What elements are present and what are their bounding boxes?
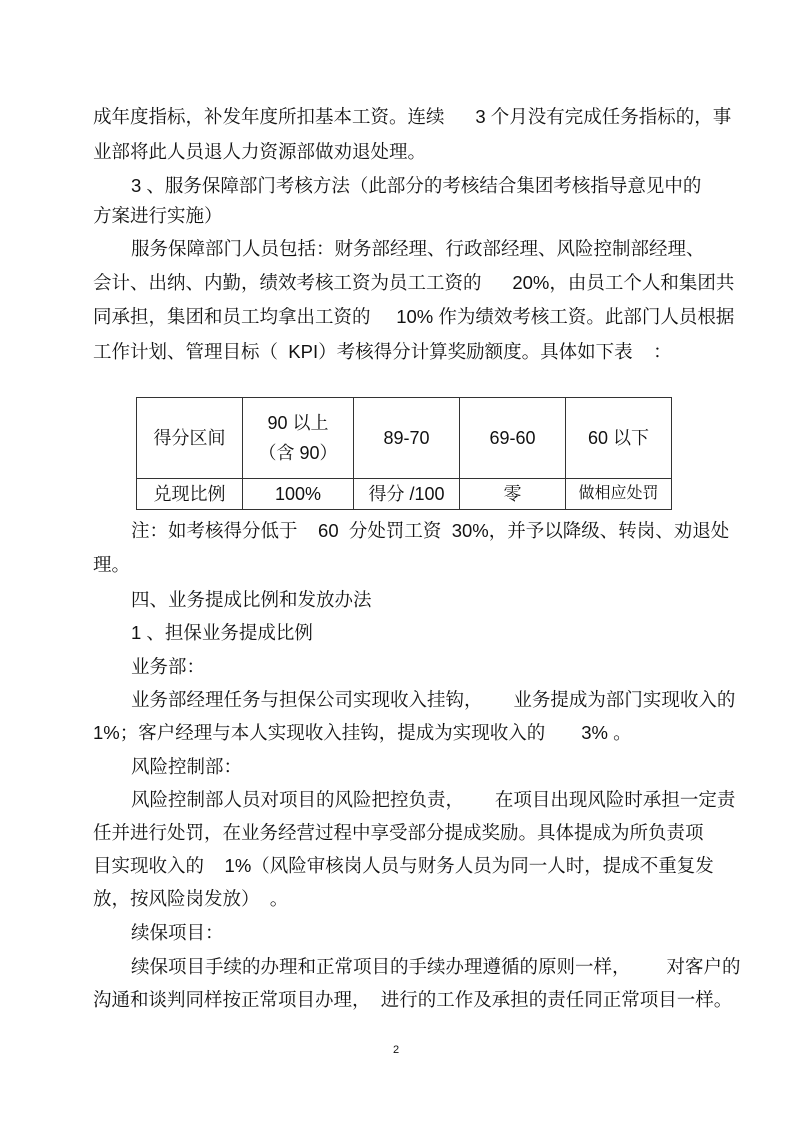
section-heading: 四、业务提成比例和发放办法 [131,589,372,610]
paragraph-line: 工作计划、管理目标（ KPI）考核得分计算奖励额度。具体如下表 ： [93,341,672,362]
paragraph-line: 方案进行实施） [93,205,223,226]
paragraph-line: 业部将此人员退人力资源部做劝退处理。 [93,141,427,162]
paragraph-line: 风险控制部人员对项目的风险把控负责， 在项目出现风险时承担一定责 [131,789,736,810]
paragraph-line: 业务部经理任务与担保公司实现收入挂钩， 业务提成为部门实现收入的 [131,689,736,710]
cell-text: （含 90） [258,443,338,463]
table-cell: 69-60 [460,398,566,479]
note-line: 注：如考核得分低于 60 分处罚工资 30%，并予以降级、转岗、劝退处 [131,520,730,541]
paragraph-line: 放，按风险岗发放） 。 [93,888,289,909]
paragraph-line: 风险控制部： [131,756,243,777]
table-cell: 零 [460,479,566,510]
table-cell: 得分 /100 [354,479,460,510]
table-row [137,398,672,479]
table-row [137,479,672,510]
paragraph-line: 成年度指标，补发年度所扣基本工资。连续 3 个月没有完成任务指标的，事 [93,106,732,127]
table-cell: 得分区间 [137,398,243,479]
paragraph-line: 1%；客户经理与本人实现收入挂钩，提成为实现收入的 3% 。 [93,722,632,743]
page-number: 2 [392,1044,400,1056]
table-cell: 60 以下 [566,398,672,479]
paragraph-line: 同承担，集团和员工均拿出工资的 10% 作为绩效考核工资。此部门人员根据 [93,306,735,327]
section-heading: 3 、服务保障部门考核方法（此部分的考核结合集团考核指导意见中的 [131,175,702,196]
paragraph-line: 服务保障部门人员包括：财务部经理、行政部经理、风险控制部经理、 [131,238,705,259]
table-cell: 做相应处罚 [566,479,672,510]
paragraph-line: 业务部： [131,656,206,677]
paragraph-line: 续保项目： [131,922,224,943]
table-cell: 兑现比例 [137,479,243,510]
cell-text: 90 以上 [267,413,329,433]
table-cell: 100% [243,479,354,510]
paragraph-line: 任并进行处罚，在业务经营过程中享受部分提成奖励。具体提成为所负责项 [93,822,704,843]
score-table [136,397,672,510]
paragraph-line: 续保项目手续的办理和正常项目的手续办理遵循的原则一样， 对客户的 [131,956,741,977]
paragraph-line: 会计、出纳、内勤，绩效考核工资为员工工资的 20%，由员工个人和集团共 [93,272,735,293]
table-cell [243,398,354,479]
paragraph-line: 目实现收入的 1%（风险审核岗人员与财务人员为同一人时，提成不重复发 [93,855,714,876]
paragraph-line: 沟通和谈判同样按正常项目办理， 进行的工作及承担的责任同正常项目一样。 [93,989,733,1010]
paragraph-line: 理。 [93,554,131,575]
subsection-heading: 1 、担保业务提成比例 [131,622,313,643]
table-cell: 89-70 [354,398,460,479]
